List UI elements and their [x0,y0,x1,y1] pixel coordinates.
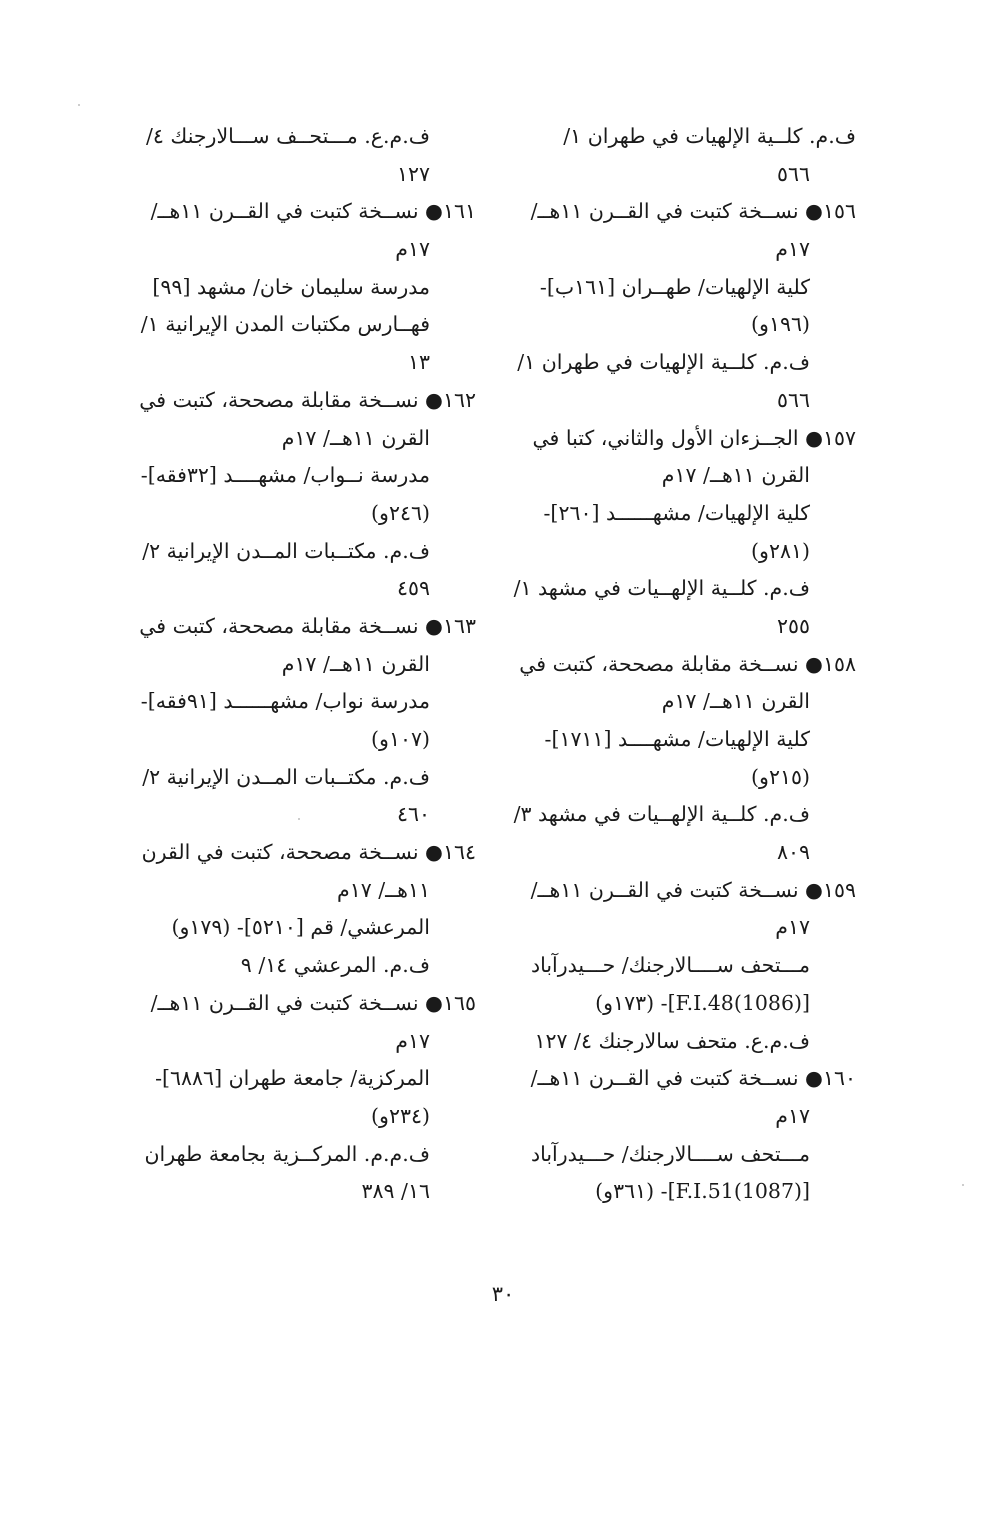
text-line: ٤٦٠ [396,802,430,827]
text-line: ٨٠٩ [776,840,810,865]
text-line: ف.م.ع. متحف سالارجنك ٤/ ١٢٧ [534,1028,810,1053]
text-line: ١٧م [775,237,810,262]
text-line: ١٥٨● نســخة مقابلة مصححة، كتبت في [519,651,856,676]
text-line: ٥٦٦ [776,161,810,186]
text-line: مدرسة سليمان خان/ مشهد [٩٩] [152,274,430,299]
text-line: فهــارس مكتبات المدن الإيرانية ١/ [140,312,430,337]
text-line: كلية الإلهيات/ مشهــــد [١٧١١]- [544,727,810,751]
text-line: مـــتحف ســــالارجنك/ حـــيدرآباد [530,953,810,978]
text-line: المركزية/ جامعة طهران [٦٨٨٦]- [155,1066,430,1091]
text-line: ف.م. كلــية الإلهيات في طهران ١/ [517,350,810,375]
text-line: ١٦/ ٣٨٩ [361,1179,430,1204]
text-line: ف.م. مكتــبات المــدن الإيرانية ٢/ [142,764,430,789]
text-line: مدرسة نواب/ مشهــــــد [٩١فقه]- [140,689,430,714]
text-line: [(1087)F.I.51]- (٣٦١و) [595,1179,810,1204]
text-line: كلية الإلهيات/ مشهــــــد [٢٦٠]- [543,500,810,525]
text-line: ١٦٢● نســخة مقابلة مصححة، كتبت في [139,387,476,412]
scan-speck [962,1184,964,1186]
text-line: ١٥٧● الجــزءان الأول والثاني، كتبا في [532,425,856,450]
scan-speck [298,818,300,820]
text-line: المرعشي/ قم [٥٢١٠]- (١٧٩و) [171,915,430,940]
text-line: القرن ١١هــ/ ١٧م [281,425,430,450]
text-line: القرن ١١هــ/ ١٧م [661,463,810,488]
text-line: ١٥٦● نســخة كتبت في القــرن ١١هــ/ [530,199,856,224]
text-line: ١٧م [395,1028,430,1053]
text-line: ١٦٤● نســخة مصححة، كتبت في القرن [141,840,476,865]
text-line: (١٠٧و) [371,727,430,751]
text-line: (٢٨١و) [751,538,810,563]
text-line: ف.م. كلــية الإلهــيات في مشهد ١/ [513,576,810,601]
text-line: ١٧م [395,237,430,262]
text-line: ١٧م [775,1103,810,1128]
text-line: (٢٤٦و) [371,500,430,525]
text-line: القرن ١١هــ/ ١٧م [281,651,430,676]
text-line: (١٩٦و) [751,312,810,337]
text-line: ١٣ [407,350,430,375]
text-line: (٢١٥و) [751,764,810,789]
text-line: ١٦١● نســخة كتبت في القــرن ١١هــ/ [150,199,476,224]
text-line: ١١هــ/ ١٧م [336,877,430,902]
text-line: ١٦٣● نســخة مقابلة مصححة، كتبت في [139,613,476,638]
text-line: ف.م. كلــية الإلهــيات في مشهد ٣/ [513,802,810,827]
text-line: كلية الإلهيات/ طهــران [١٦١ب]- [539,274,810,299]
text-line: ١٢٧ [396,161,430,186]
left-text-column [120,118,476,1211]
text-line: ٤٥٩ [396,576,430,601]
text-line: ٢٥٥ [776,613,810,638]
text-line: [(1086)F.I.48]- (١٧٣و) [595,990,810,1015]
text-line: ١٦٠● نســخة كتبت في القــرن ١١هــ/ [530,1066,856,1091]
text-line: (٢٣٤و) [371,1103,430,1128]
page-number: ٣٠ [491,1282,515,1306]
text-line: ١٥٩● نســخة كتبت في القــرن ١١هــ/ [530,877,856,902]
text-line: القرن ١١هــ/ ١٧م [661,689,810,714]
text-line: ف.م.ع. مـــتحــف ســـالارجنك ٤/ [145,124,430,148]
text-line: ١٦٥● نســخة كتبت في القــرن ١١هــ/ [150,990,476,1015]
right-text-column [513,118,856,1211]
text-line: ف.م.م. المركــزية بجامعة طهران [144,1141,430,1166]
text-line: مـــتحف ســــالارجنك/ حـــيدرآباد [530,1141,810,1166]
text-line: مدرسة نــواب/ مشهــــد [٣٢فقه]- [140,463,430,488]
scan-speck [78,104,80,106]
text-line: ف.م. كلــية الإلهيات في طهران ١/ [563,124,856,148]
text-line: ٥٦٦ [776,387,810,412]
text-line: ف.م. مكتــبات المــدن الإيرانية ٢/ [142,538,430,563]
text-line: ف.م. المرعشي ١٤/ ٩ [240,953,430,978]
text-line: ١٧م [775,915,810,940]
